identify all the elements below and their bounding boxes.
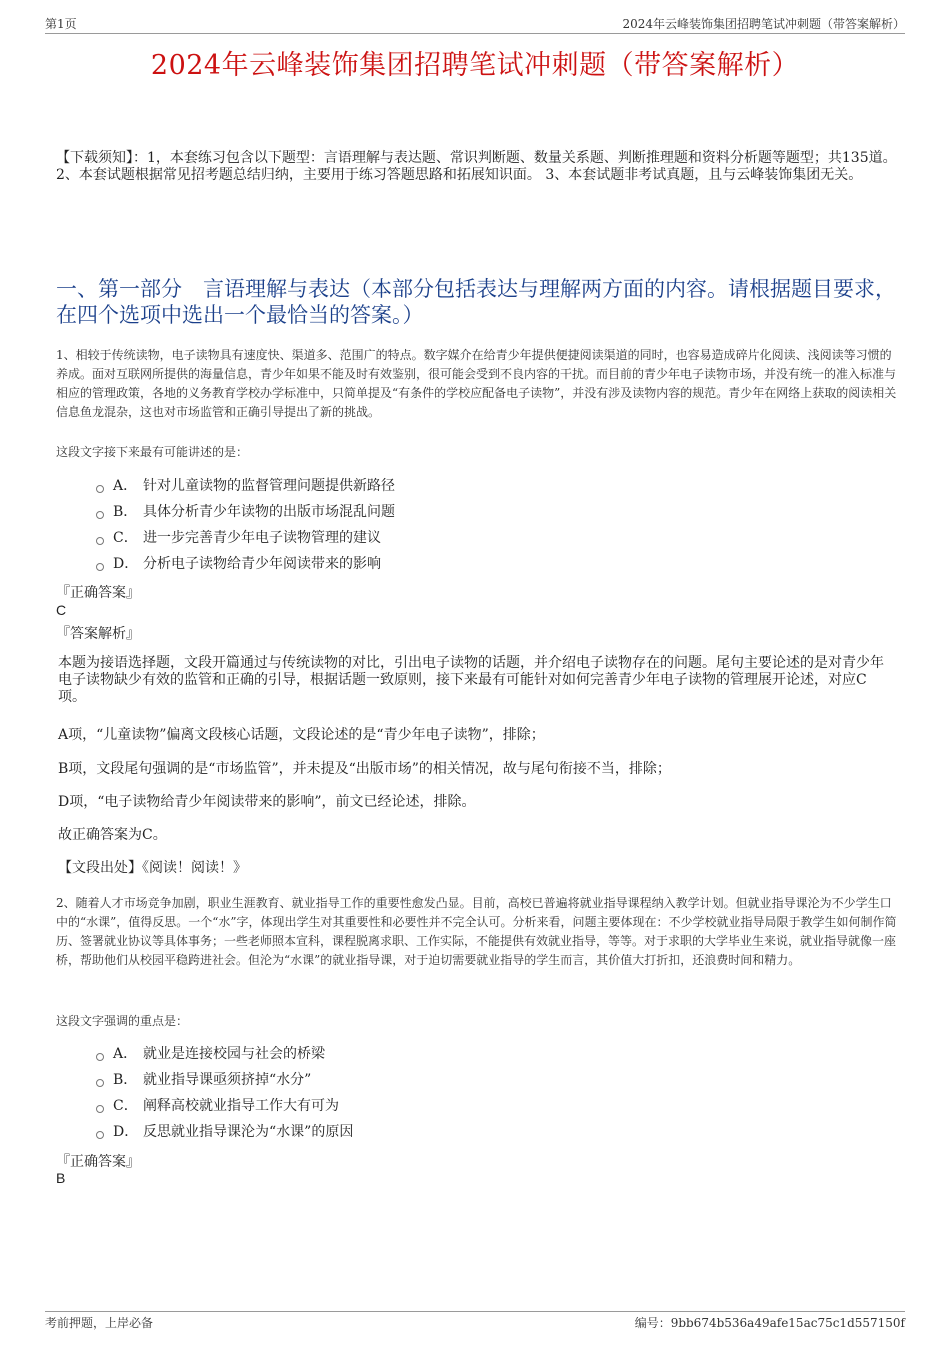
radio-icon[interactable] bbox=[96, 1131, 104, 1139]
q1-answer-label: 『正确答案』 bbox=[56, 585, 140, 601]
radio-icon[interactable] bbox=[96, 537, 104, 545]
q2-option-a[interactable] bbox=[96, 1044, 325, 1064]
radio-icon[interactable] bbox=[96, 563, 104, 571]
q2-answer-label: 『正确答案』 bbox=[56, 1154, 140, 1170]
q2-answer: B bbox=[56, 1170, 66, 1186]
q1-analysis-main: 本题为接语选择题，文段开篇通过与传统读物的对比，引出电子读物的话题，并介绍电子读物存在的问题。尾句主要论述的是对青少年电子读物缺少有效的监管和正确的引导，根据话题一致原则，接下来最有可能针对如何完善青少年电子读物的管理展开论述，对应C项。 bbox=[58, 655, 884, 705]
section-heading: 一、第一部分 言语理解与表达（本部分包括表达与理解两方面的内容。请根据题目要求，在四个选项中选出一个最恰当的答案。） bbox=[56, 277, 896, 327]
q1-analysis-d: D项，“电子读物给青少年阅读带来的影响”，前文已经论述，排除。 bbox=[58, 794, 476, 810]
option-letter: A． bbox=[113, 478, 138, 494]
radio-icon[interactable] bbox=[96, 1105, 104, 1113]
q2-option-d[interactable] bbox=[96, 1122, 353, 1142]
radio-icon[interactable] bbox=[96, 485, 104, 493]
document-title: 2024年云峰装饰集团招聘笔试冲刺题（带答案解析） bbox=[150, 50, 800, 81]
q1-answer: C bbox=[56, 602, 67, 618]
question-1-passage: 1、相较于传统读物，电子读物具有速度快、渠道多、范围广的特点。数字媒介在给青少年提供便捷阅读渠道的同时，也容易造成碎片化阅读、浅阅读等习惯的养成。面对互联网所提供的海量信息，青少年如果不能及时有效鉴别，很可能会受到不良内容的干扰。而目前的青少年电子读物市场，并没有统一的准入标准与相应的管理政策，各地的义务教育学校办学标准中，只简单提及“有条件的学校应配备电子读物”，并没有涉及读物内容的规范。青少年在网络上获取的阅读相关信息鱼龙混杂，这也对市场监管和正确引导提出了新的挑战。 bbox=[56, 348, 897, 419]
page-number: 第1页 bbox=[45, 17, 77, 31]
question-2-prompt: 这段文字强调的重点是： bbox=[56, 1014, 189, 1028]
footer-slogan: 考前押题，上岸必备 bbox=[45, 1316, 154, 1330]
question-1-prompt: 这段文字接下来最有可能讲述的是： bbox=[56, 445, 249, 459]
footer-divider bbox=[45, 1311, 905, 1312]
q1-analysis-b: B项，文段尾句强调的是“市场监管”，并未提及“出版市场”的相关情况，故与尾句衔接不当，排除； bbox=[58, 761, 671, 777]
q1-option-d[interactable] bbox=[96, 554, 381, 574]
q2-option-b[interactable] bbox=[96, 1070, 311, 1090]
option-letter: D． bbox=[113, 556, 139, 572]
option-letter: C． bbox=[113, 1098, 138, 1114]
q2-option-c[interactable] bbox=[96, 1096, 339, 1116]
option-letter: C． bbox=[113, 530, 138, 546]
q1-analysis-label: 『答案解析』 bbox=[56, 626, 140, 642]
download-notice: 【下载须知】：1，本套练习包含以下题型：言语理解与表达题、常识判断题、数量关系题、判断推理题和资料分析题等题型；共135道。 2、本套试题根据常见招考题总结归纳，主要用于练习答题思路和拓展知识面。 3、本套试题非考试真题，且与云峰装饰集团无关。 bbox=[56, 150, 897, 183]
option-text: 就业是连接校园与社会的桥梁 bbox=[143, 1046, 325, 1062]
option-text: 反思就业指导课沦为“水课”的原因 bbox=[143, 1124, 354, 1140]
option-letter: D． bbox=[113, 1124, 139, 1140]
option-text: 进一步完善青少年电子读物管理的建议 bbox=[143, 530, 381, 546]
option-text: 针对儿童读物的监督管理问题提供新路径 bbox=[143, 478, 395, 494]
q1-source: 【文段出处】《阅读！阅读！》 bbox=[58, 860, 247, 876]
header-divider bbox=[45, 33, 905, 34]
option-text: 具体分析青少年读物的出版市场混乱问题 bbox=[143, 504, 395, 520]
option-text: 阐释高校就业指导工作大有可为 bbox=[143, 1098, 339, 1114]
option-text: 就业指导课亟须挤掉“水分” bbox=[143, 1072, 312, 1088]
question-2-passage: 2、随着人才市场竞争加剧，职业生涯教育、就业指导工作的重要性愈发凸显。目前，高校已普遍将就业指导课程纳入教学计划。但就业指导课沦为不少学生口中的“水课”，值得反思。一个“水”字，体现出学生对其重要性和必要性并不完全认可。分析来看，问题主要体现在：不少学校就业指导局限于教学生如何制作简历、签署就业协议等具体事务；一些老师照本宣科，课程脱离求职、工作实际，不能提供有效就业指导，等等。对于求职的大学毕业生来说，就业指导就像一座桥，帮助他们从校园平稳跨进社会。但沦为“水课”的就业指导课，对于迫切需要就业指导的学生而言，其价值大打折扣，还浪费时间和精力。 bbox=[56, 896, 897, 967]
q1-option-c[interactable] bbox=[96, 528, 381, 548]
q1-analysis-conclusion: 故正确答案为C。 bbox=[58, 827, 167, 843]
q1-option-b[interactable] bbox=[96, 502, 395, 522]
q1-option-a[interactable] bbox=[96, 476, 395, 496]
option-text: 分析电子读物给青少年阅读带来的影响 bbox=[143, 556, 381, 572]
radio-icon[interactable] bbox=[96, 1079, 104, 1087]
option-letter: B． bbox=[113, 1072, 138, 1088]
q1-analysis-a: A项，“儿童读物”偏离文段核心话题，文段论述的是“青少年电子读物”，排除； bbox=[58, 727, 545, 743]
running-title: 2024年云峰装饰集团招聘笔试冲刺题（带答案解析） bbox=[622, 17, 905, 31]
radio-icon[interactable] bbox=[96, 1053, 104, 1061]
option-letter: B． bbox=[113, 504, 138, 520]
radio-icon[interactable] bbox=[96, 511, 104, 519]
option-letter: A． bbox=[113, 1046, 138, 1062]
footer-code: 编号：9bb674b536a49afe15ac75c1d557150f bbox=[634, 1316, 905, 1330]
